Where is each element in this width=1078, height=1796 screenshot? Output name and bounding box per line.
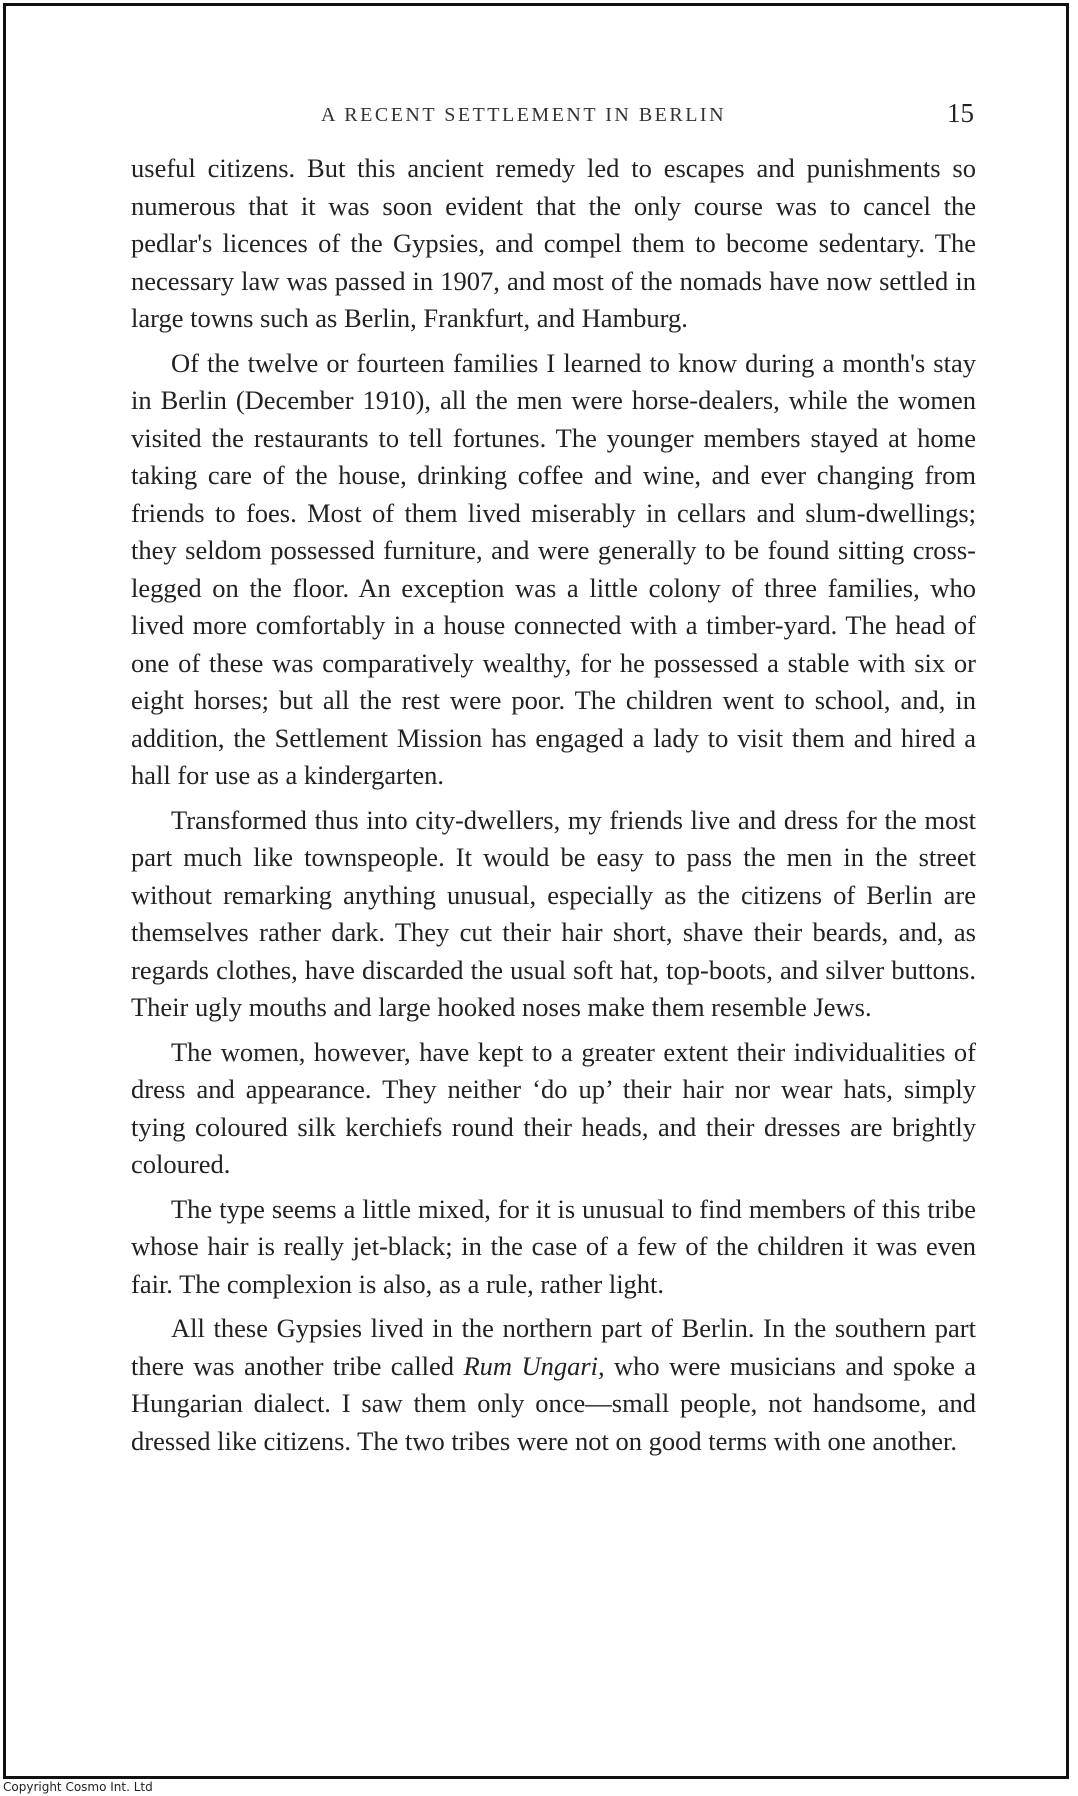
- paragraph-women: The women, however, have kept to a greater extent their individualities of dress and appearance. They neither ‘do up’ their hair nor wear hats, simply tying coloured silk kerchiefs round their heads, and their dresses are brightly coloured.: [131, 1036, 976, 1179]
- page-number: 15: [947, 98, 974, 128]
- page-header: [131, 98, 976, 150]
- paragraph-northern-part-text-2: who were musicians and spoke a Hungarian dialect. I saw them only once—small people, not handsome, and dressed like citizens. The two tribes were not on good terms with one another.: [131, 1350, 976, 1456]
- tribe-name-italic: Rum Ungari,: [463, 1350, 605, 1381]
- copyright-notice: Copyright Cosmo Int. Ltd: [3, 1780, 153, 1794]
- running-head: A RECENT SETTLEMENT IN BERLIN: [320, 104, 727, 126]
- paragraph-northern-part-text-1: All these Gypsies lived in the northern part of Berlin. In the southern part there was another tribe called: [131, 1313, 976, 1381]
- body-text: [131, 150, 976, 1460]
- paragraph-northern-part: [131, 1310, 976, 1460]
- paragraph-type: The type seems a little mixed, for it is unusual to find members of this tribe whose hair is really jet-black; in the case of a few of the children it was even fair. The complexion is also, as a rule, rather light.: [131, 1193, 976, 1299]
- book-page: [131, 98, 976, 1467]
- paragraph-city-dwellers: Transformed thus into city-dwellers, my friends live and dress for the most part much like townspeople. It would be easy to pass the men in the street without remarking anything unusual, especially as the citizens of Berlin are themselves rather dark. They cut their hair short, shave their beards, and, as regards clothes, have discarded the usual soft hat, top-boots, and silver buttons. Their ugly mouths and large hooked noses make them resemble Jews.: [131, 804, 976, 1022]
- paragraph-continuation: useful citizens. But this ancient remedy led to escapes and punishments so numerous that it was soon evident that the only course was to cancel the pedlar's licences of the Gypsies, and compel them to become sedentary. The necessary law was passed in 1907, and most of the nomads have now settled in large towns such as Berlin, Frankfurt, and Hamburg.: [131, 153, 976, 333]
- paragraph-families: Of the twelve or fourteen families I learned to know during a month's stay in Berlin (December 1910), all the men were horse-dealers, while the women visited the restaurants to tell fortunes. The younger members stayed at home taking care of the house, drinking coffee and wine, and ever changing from friends to foes. Most of them lived miserably in cellars and slum-dwellings; they seldom possessed furniture, and were generally to be found sitting cross-legged on the floor. An exception was a little colony of three families, who lived more comfortably in a house connected with a timber-yard. The head of one of these was comparatively wealthy, for he possessed a stable with six or eight horses; but all the rest were poor. The children went to school, and, in addition, the Settlement Mission has engaged a lady to visit them and hired a hall for use as a kindergarten.: [131, 347, 976, 790]
